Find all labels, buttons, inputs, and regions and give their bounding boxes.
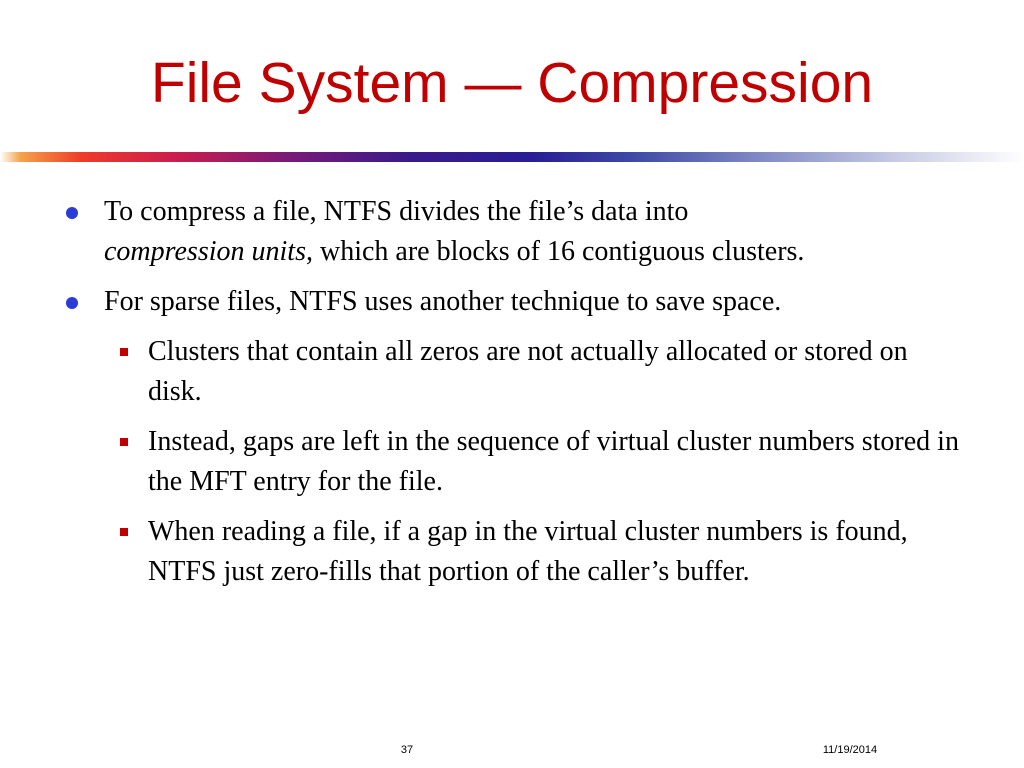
- sub-bullet-text-1: Clusters that contain all zeros are not actually allocated or stored on disk.: [148, 336, 908, 407]
- slide-page-number: 37: [400, 744, 414, 756]
- sub-bullet-item-1: [148, 332, 968, 412]
- bullet-item-1: [104, 192, 984, 272]
- bullet-text-1-line2: [104, 232, 984, 272]
- bullet-text-2: For sparse files, NTFS uses another technique to save space.: [104, 286, 782, 317]
- sub-bullet-item-3: [148, 512, 968, 592]
- bullet-item-2: [104, 282, 984, 322]
- sub-bullet-text-3: When reading a file, if a gap in the virtual cluster numbers is found, NTFS just zero-fills that portion of the caller’s buffer.: [148, 516, 908, 587]
- slide-date: 11/19/2014: [822, 744, 878, 756]
- bullet-dot-icon: [66, 207, 78, 219]
- emphasis-compression-units: compression units: [104, 236, 306, 267]
- bullet-square-icon: [120, 528, 128, 536]
- bullet-square-icon: [120, 438, 128, 446]
- title-gradient-rule: [0, 152, 1024, 162]
- bullet-text-1-tail: , which are blocks of 16 contiguous clusters.: [305, 236, 805, 267]
- bullet-dot-icon: [66, 297, 78, 309]
- sub-bullet-text-2: Instead, gaps are left in the sequence of virtual cluster numbers stored in the MFT entry for the file.: [148, 426, 959, 497]
- slide-title: File System — Compression: [150, 51, 874, 115]
- bullet-square-icon: [120, 348, 128, 356]
- bullet-text-1-line1: To compress a file, NTFS divides the file’s data into: [104, 196, 689, 227]
- sub-bullet-item-2: [148, 422, 968, 502]
